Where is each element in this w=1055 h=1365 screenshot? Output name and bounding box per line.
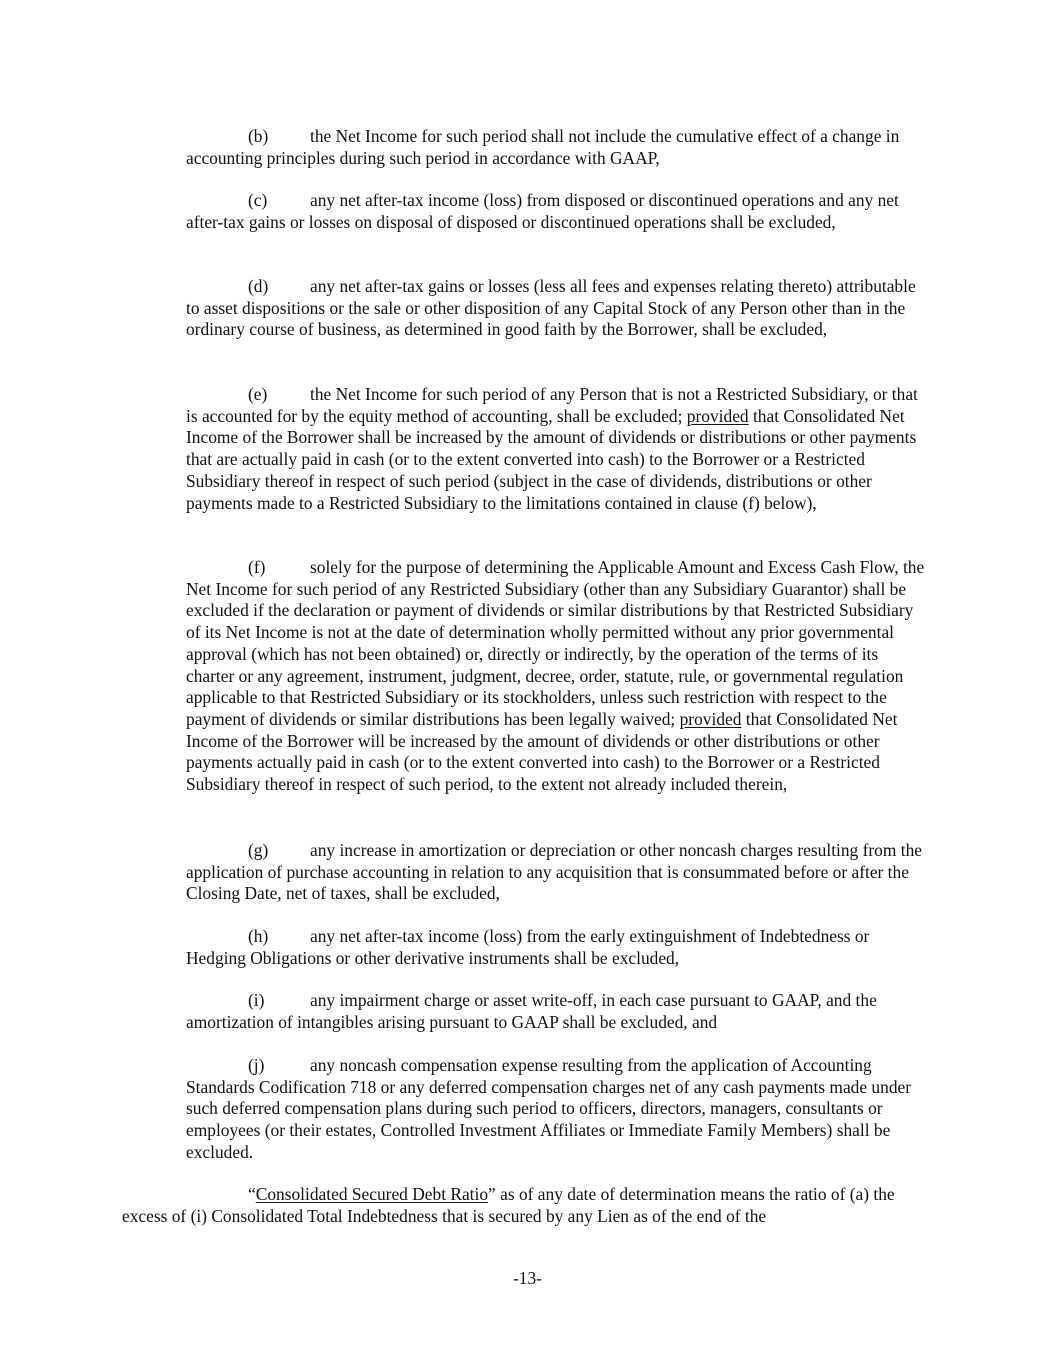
definition-consolidated-secured-debt-ratio <box>122 1184 922 1227</box>
provided-term: provided <box>686 405 749 426</box>
clause-label: (e) <box>248 384 268 404</box>
clause-text: any net after-tax income (loss) from the early extinguishment of Indebtedness or Hedging Obligations or other derivative instruments shall be excluded, <box>186 926 870 968</box>
clause-label: (g) <box>248 840 269 860</box>
clause-label: (i) <box>248 990 265 1010</box>
clause-label: (f) <box>248 557 266 577</box>
page-number: -13- <box>513 1268 542 1288</box>
clause-i <box>186 990 928 1033</box>
clause-g <box>186 840 928 905</box>
defined-term: Consolidated Secured Debt Ratio <box>255 1184 489 1204</box>
clause-label: (d) <box>248 276 269 296</box>
clause-d <box>186 276 928 341</box>
clause-label: (h) <box>248 926 269 946</box>
clause-text: the Net Income for such period shall not include the cumulative effect of a change in accounting principles during such period in accordance with GAAP, <box>186 126 900 168</box>
clause-text: any noncash compensation expense resulting from the application of Accounting Standards Codification 718 or any deferred compensation charges net of any cash payments made under such deferred compensation plans during such period to officers, directors, managers, consultants or employees (or their estates, Controlled Investment Affiliates or Immediate Family Members) shall be excluded. <box>186 1055 912 1162</box>
clause-text: the Net Income for such period of any Person that is not a Restricted Subsidiary, or that is accounted for by the equity method of accounting, shall be excluded; <box>186 384 918 426</box>
definition-text: as of any date of determination means the ratio of (a) the excess of (i) Consolidated Total Indebtedness that is secured by any Lien as of the end of the <box>122 1184 895 1226</box>
clause-text: any net after-tax gains or losses (less all fees and expenses relating thereto) attributable to asset dispositions or the sale or other disposition of any Capital Stock of any Person other than in the ordinary course of business, as determined in good faith by the Borrower, shall be excluded, <box>186 276 916 340</box>
clause-text: solely for the purpose of determining the Applicable Amount and Excess Cash Flow, the Net Income for such period of any Restricted Subsidiary (other than any Subsidiary Guarantor) shall be excluded if the declaration or payment of dividends or similar distributions by that Restricted Subsidiary of its Net Income is not at the date of determination wholly permitted without any prior governmental approval (which has not been obtained) or, directly or indirectly, by the operation of the terms of its charter or any agreement, instrument, judgment, decree, order, statute, rule, or governmental regulation applicable to that Restricted Subsidiary or its stockholders, unless such restriction with respect to the payment of dividends or similar distributions has been legally waived; <box>186 557 925 729</box>
clause-text: any increase in amortization or depreciation or other noncash charges resulting from the application of purchase accounting in relation to any acquisition that is consummated before or after the Closing Date, net of taxes, shall be excluded, <box>186 840 922 904</box>
clause-j <box>186 1055 928 1164</box>
clause-label: (c) <box>248 190 268 210</box>
clause-label: (j) <box>248 1055 265 1075</box>
clause-f <box>186 557 928 796</box>
clause-e <box>186 384 928 514</box>
clause-h <box>186 926 928 969</box>
clause-c <box>186 190 928 233</box>
clause-text: any impairment charge or asset write-off, in each case pursuant to GAAP, and the amortization of intangibles arising pursuant to GAAP shall be excluded, and <box>186 990 877 1032</box>
clause-b <box>186 126 928 169</box>
clause-text: that Consolidated Net Income of the Borrower will be increased by the amount of dividends or other distributions or other payments actually paid in cash (or to the extent converted into cash) to the Borrower or a Restricted Subsidiary thereof in respect of such period, to the extent not already included therein, <box>186 708 898 795</box>
clause-text: any net after-tax income (loss) from disposed or discontinued operations and any net after-tax gains or losses on disposal of disposed or discontinued operations shall be excluded, <box>186 190 899 232</box>
clause-label: (b) <box>248 126 269 146</box>
open-quote: “ <box>248 1184 256 1204</box>
close-quote: ” <box>488 1184 496 1204</box>
clause-text: that Consolidated Net Income of the Borrower shall be increased by the amount of dividends or distributions or other payments that are actually paid in cash (or to the extent converted into cash) to the Borrower or a Restricted Subsidiary thereof in respect of such period (subject in the case of dividends, distributions or other payments made to a Restricted Subsidiary to the limitations contained in clause (f) below), <box>186 405 917 513</box>
provided-term: provided <box>679 708 742 729</box>
